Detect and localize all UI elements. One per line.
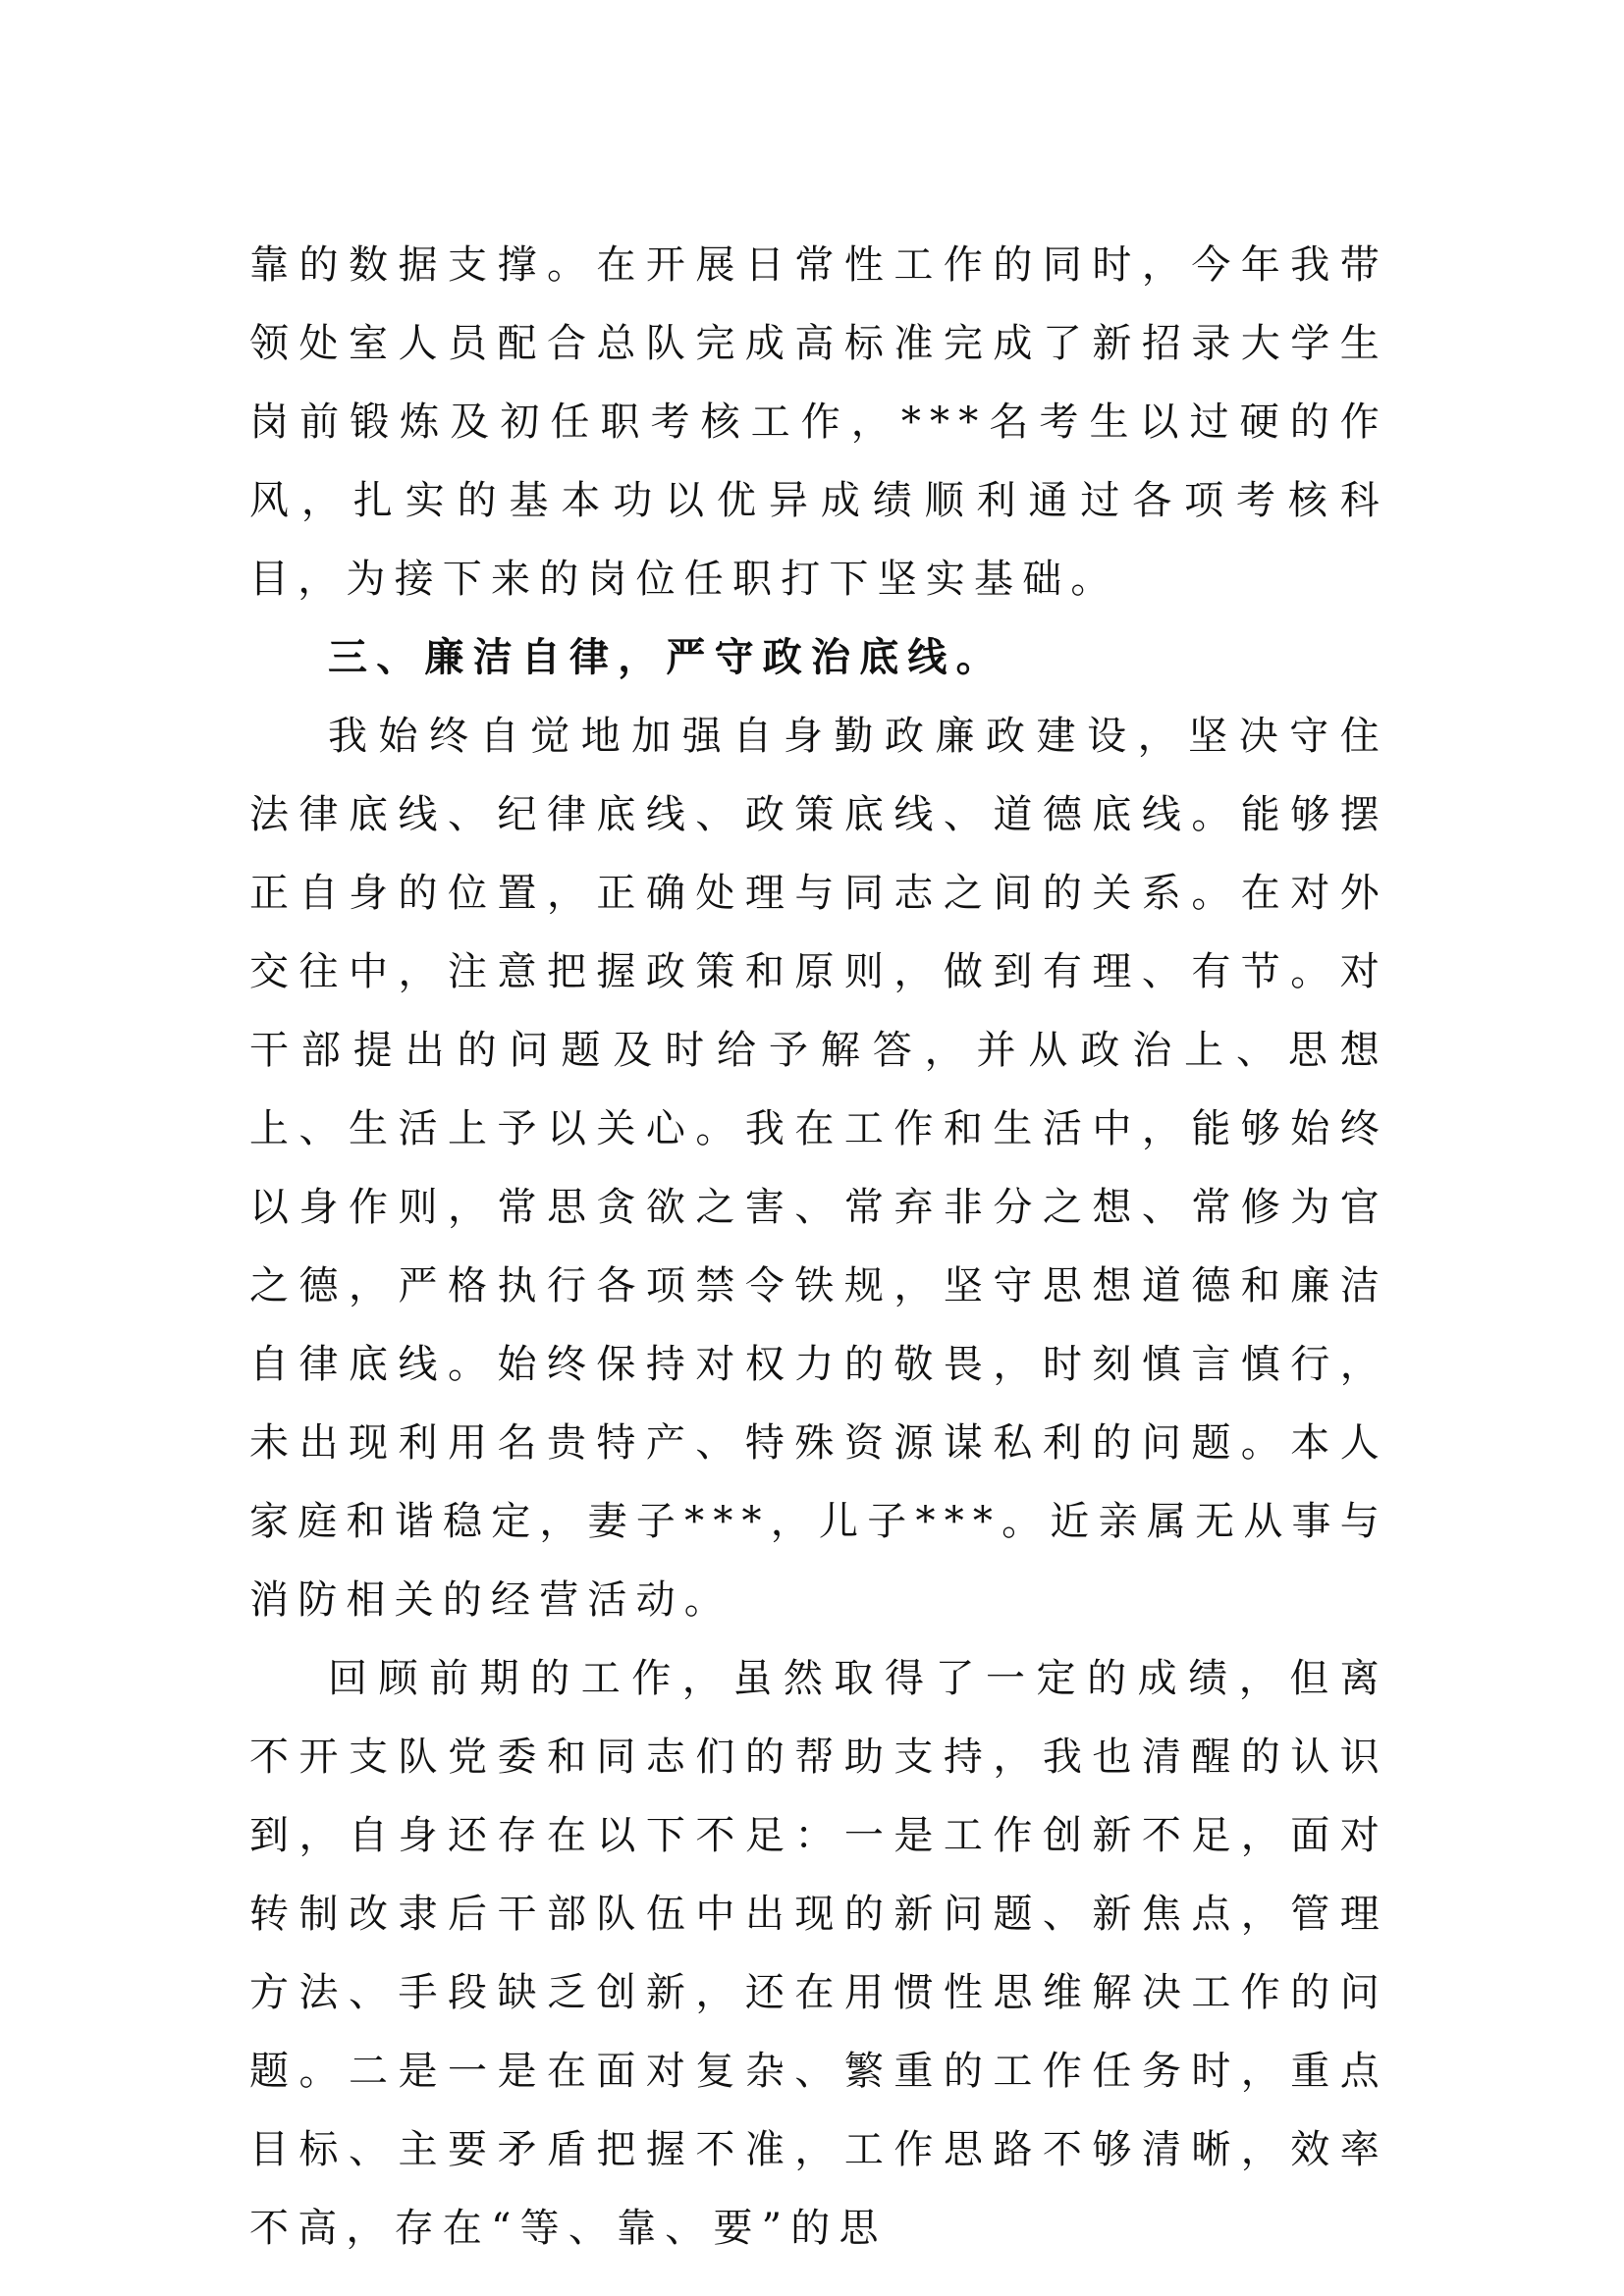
section-heading: 三、廉洁自律，严守政治底线。: [328, 635, 1004, 680]
paragraph-continued: 靠的数据支撑。在开展日常性工作的同时，今年我带领处室人员配合总队完成高标准完成了新招录大学生岗前锻炼及初任职考核工作，***名考生以过硬的作风，扎实的基本功以优异成绩顺利通过各项考核科目，为接下来的岗位任职打下坚实基础。: [249, 242, 1388, 602]
paragraph: 回顾前期的工作，虽然取得了一定的成绩，但离不开支队党委和同志们的帮助支持，我也清醒的认识到，自身还存在以下不足：一是工作创新不足，面对转制改隶后干部队伍中出现的新问题、新焦点，管理方法、手段缺乏创新，还在用惯性思维解决工作的问题。二是一是在面对复杂、繁重的工作任务时，重点目标、主要矛盾把握不准，工作思路不够清晰，效率不高，存在“等、靠、要”的思: [249, 1656, 1388, 2251]
paragraph: 我始终自觉地加强自身勤政廉政建设，坚决守住法律底线、纪律底线、政策底线、道德底线。能够摆正自身的位置，正确处理与同志之间的关系。在对外交往中，注意把握政策和原则，做到有理、有节。对干部提出的问题及时给予解答，并从政治上、思想上、生活上予以关心。我在工作和生活中，能够始终以身作则，常思贪欲之害、常弃非分之想、常修为官之德，严格执行各项禁令铁规，坚守思想道德和廉洁自律底线。始终保持对权力的敬畏，时刻慎言慎行，未出现利用名贵特产、特殊资源谋私利的问题。本人家庭和谐稳定，妻子***，儿子***。近亲属无从事与消防相关的经营活动。: [249, 714, 1388, 1623]
document-body: [249, 226, 1388, 2268]
